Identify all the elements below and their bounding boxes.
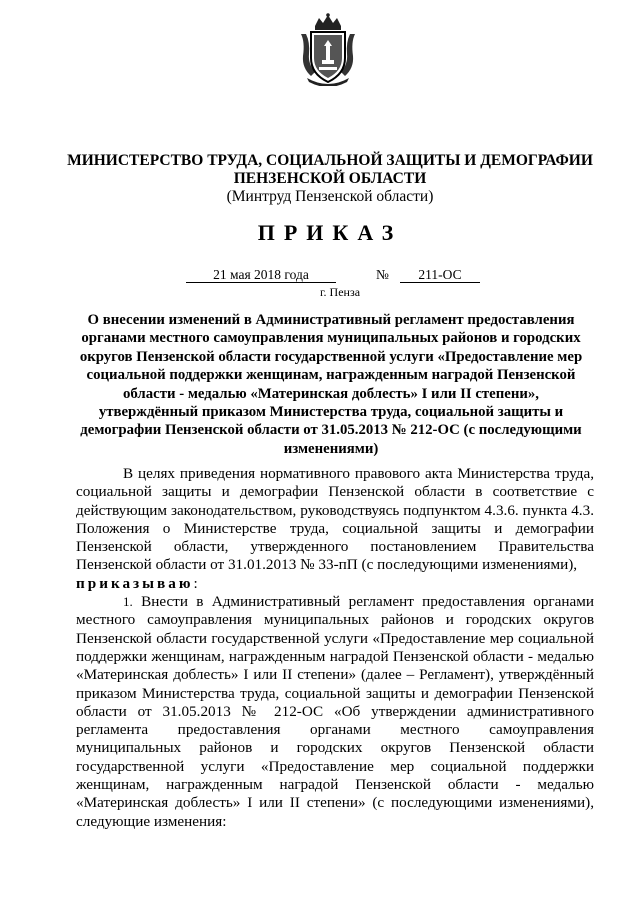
ministry-name-line1: МИНИСТЕРСТВО ТРУДА, СОЦИАЛЬНОЙ ЗАЩИТЫ И ДЕМОГРАФИИ bbox=[67, 152, 593, 169]
preamble-text: В целях приведения нормативного правового акта Министерства труда, социальной защиты и демографии Пензенской области в соответствие с действующим законодательством, руководствуясь подпунктом 4.3.6. пункта 4.3. Положения о Министерстве труда, социальной защиты и демографии Пензенской области, утвержденного постановлением Правительства Пензенской области от 31.01.2013 № 33-пП (с последующими изменениями), bbox=[76, 465, 594, 574]
item-1-number: 1. bbox=[123, 594, 133, 610]
preamble-paragraph bbox=[76, 465, 594, 593]
ministry-short-name: (Минтруд Пензенской области) bbox=[226, 188, 434, 205]
ministry-name-line2: ПЕНЗЕНСКОЙ ОБЛАСТИ bbox=[233, 170, 427, 187]
coat-of-arms-emblem bbox=[297, 12, 359, 86]
number-sign: № bbox=[376, 267, 389, 282]
order-word: приказываю bbox=[76, 574, 194, 592]
order-date: 21 мая 2018 года bbox=[186, 267, 336, 283]
order-number: 211-ОС bbox=[400, 267, 480, 283]
order-title: ПРИКАЗ bbox=[257, 220, 403, 245]
item-1-paragraph bbox=[76, 593, 594, 831]
order-word-colon: : bbox=[193, 574, 198, 592]
order-city: г. Пенза bbox=[319, 285, 361, 299]
item-1-text: Внести в Административный регламент предоставления органами местного самоуправления муниципальных районов и городских округов Пензенской области государственной услуги «Предоставление мер социальной поддержки женщинам, награжденным наградой Пензенской области - медалью «Материнская доблесть» I или II степени» (далее – Регламент), утверждённый приказом Министерства труда, социальной защиты и демографии Пензенской области от 31.05.2013 № 212-ОС «Об утверждении административного регламента предоставления органами местного самоуправления муниципальных районов и городских округов Пензенской области государственной услуги «Предоставление мер социальной поддержки женщинам, награжденным наградой Пензенской области - медалью «Материнская доблесть» I или II степени» (с последующими изменениями), следующие изменения: bbox=[76, 593, 595, 830]
order-body bbox=[76, 465, 594, 831]
order-subject: О внесении изменений в Административный регламент предоставления органами местного самоуправления муниципальных районов и городских округов Пензенской области государственной услуги «Предоставление мер социальной поддержки женщинам, награжденным наградой Пензенской области - медалью «Материнская доблесть» I или II степени», утверждённый приказом Министерства труда, социальной защиты и демографии Пензенской области от 31.05.2013 № 212-ОС (с последующими изменениями) bbox=[79, 312, 583, 457]
